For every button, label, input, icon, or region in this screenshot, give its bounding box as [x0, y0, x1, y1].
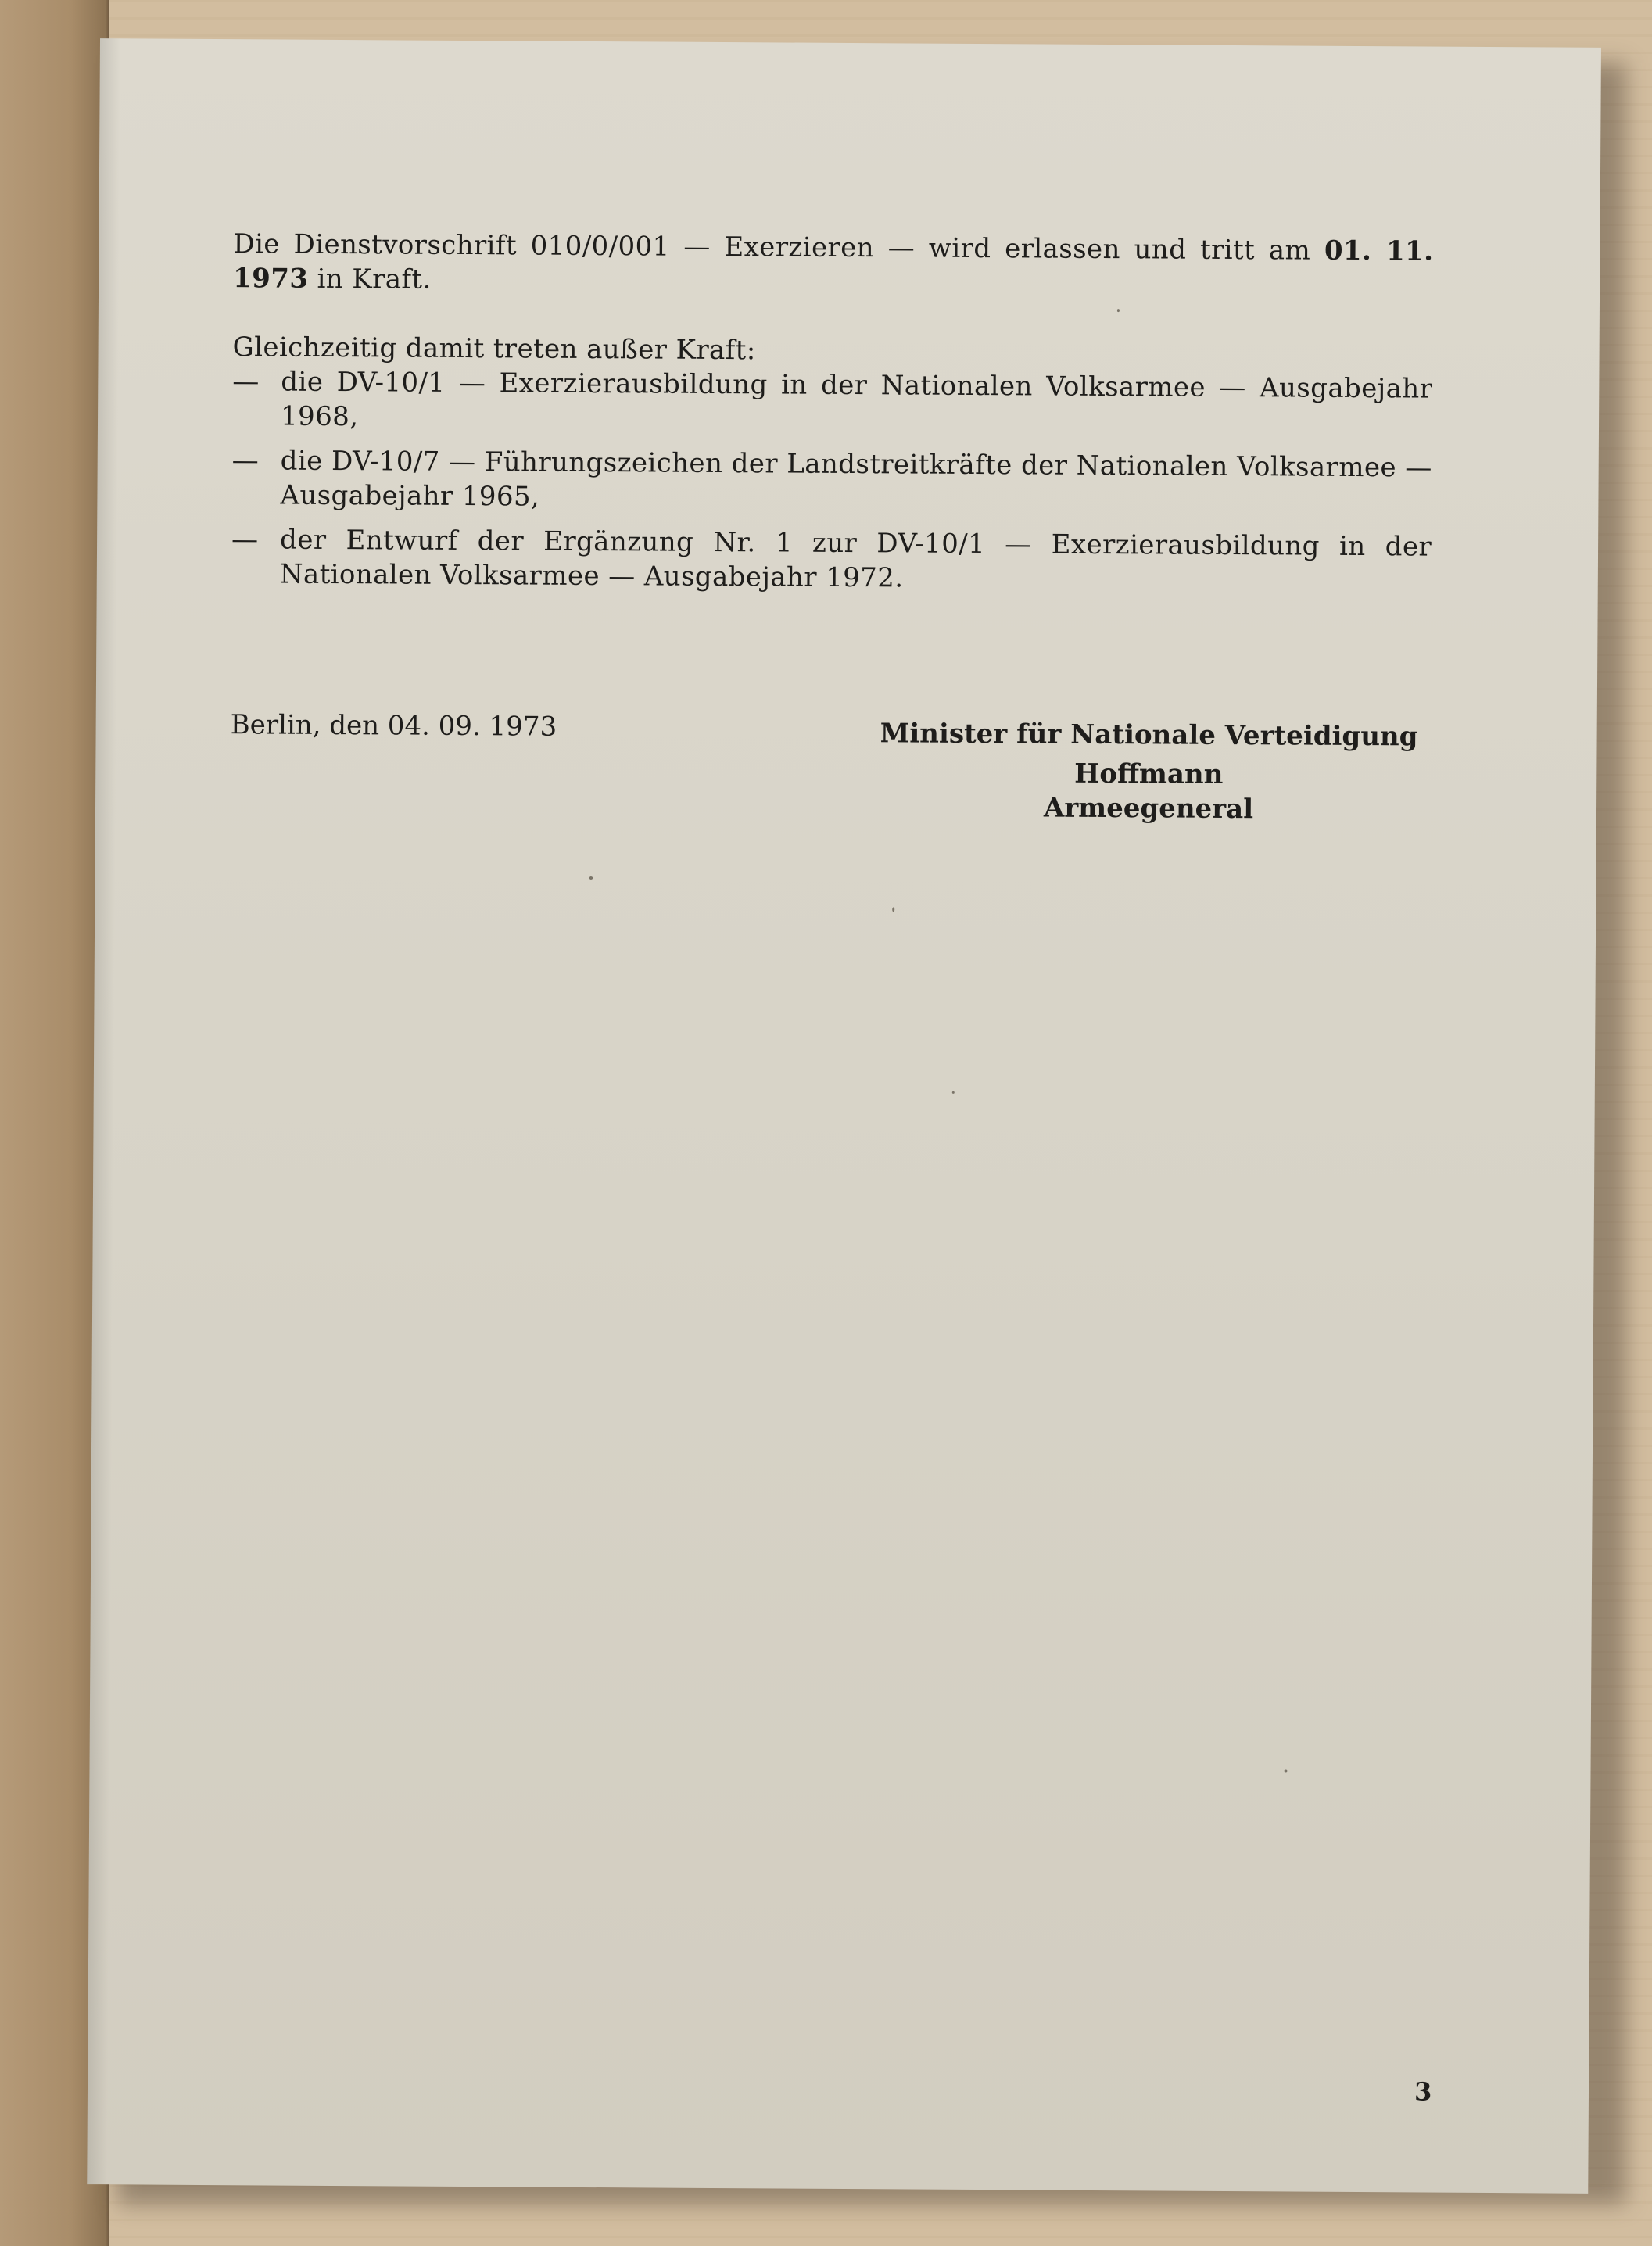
list-item-text: die DV-10/7 — Führungszeichen der Landstreitkräfte der Nationalen Volksarmee — Ausgabejahr 1965, — [280, 445, 1432, 513]
intro-text-after: in Kraft. — [308, 263, 432, 296]
signatory-office: Minister für Nationale Verteidigung — [880, 718, 1418, 753]
intro-text-before: Die Dienstvorschrift 010/0/001 — Exerzieren — wird erlassen und tritt am — [233, 228, 1325, 267]
signatory-rank: Armeegeneral — [1043, 792, 1254, 826]
list-dash: — — [232, 366, 260, 398]
repeal-heading: Gleichzeitig damit treten außer Kraft: — [232, 331, 756, 367]
document-page — [87, 38, 1601, 2194]
list-dash: — — [231, 524, 259, 556]
list-item-text: der Entwurf der Ergänzung Nr. 1 zur DV-10/1 — Exerzierausbildung in der Nationalen Volksarmee — Ausgabejahr 1972. — [279, 524, 1432, 594]
signature-row — [230, 707, 1431, 826]
document-body — [231, 227, 1434, 608]
list-item — [232, 364, 1433, 440]
paper-speck — [589, 876, 593, 880]
signatory-name: Hoffmann — [1074, 758, 1224, 790]
page-number: 3 — [1414, 2076, 1432, 2107]
repealed-list — [231, 364, 1433, 598]
intro-paragraph — [233, 227, 1434, 303]
paper-speck — [952, 1091, 955, 1094]
list-item-text: die DV-10/1 — Exerzierausbildung in der Nationalen Volksarmee — Ausgabejahr 1968, — [280, 366, 1433, 433]
paper-speck — [1117, 309, 1120, 312]
paper-speck — [1284, 1769, 1287, 1772]
effective-date: 01. 11. 1973 — [233, 235, 1434, 295]
list-item — [231, 443, 1432, 519]
place-and-date: Berlin, den 04. 09. 1973 — [230, 709, 557, 743]
paper-speck — [892, 907, 894, 912]
list-dash: — — [231, 445, 260, 477]
signature-block — [875, 716, 1423, 827]
list-item — [231, 522, 1432, 598]
